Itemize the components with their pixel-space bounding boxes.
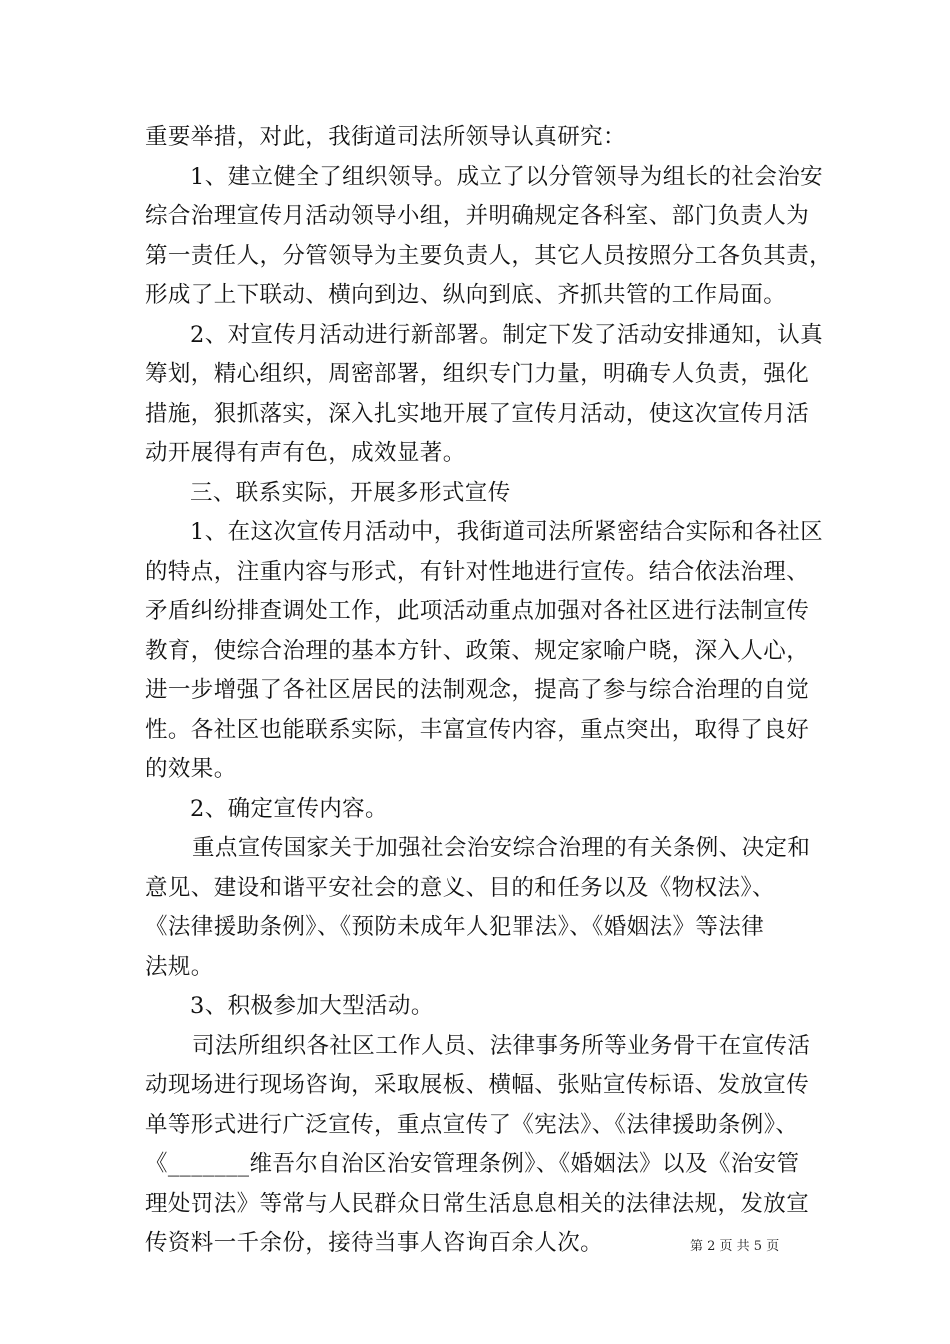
- text-line: 筹划，精心组织，周密部署，组织专门力量，明确专人负责，强化: [145, 361, 810, 387]
- text-line: 传资料一千余份，接待当事人咨询百余人次。: [145, 1230, 604, 1256]
- text-line: 重点宣传国家关于加强社会治安综合治理的有关条例、决定和: [192, 835, 811, 861]
- text-line: 第一责任人，分管领导为主要负责人，其它人员按照分工各负其责，: [145, 242, 833, 269]
- text-line: 综合治理宣传月活动领导小组，并明确规定各科室、部门负责人为: [145, 203, 810, 229]
- text-line: 矛盾纠纷排查调处工作，此项活动重点加强对各社区进行法制宣传: [145, 598, 810, 624]
- text-line: 法规。: [145, 953, 214, 980]
- text-line: 的效果。: [145, 756, 237, 782]
- text-line: 重要举措，对此，我街道司法所领导认真研究：: [145, 124, 626, 150]
- text-line: 意见、建设和谐平安社会的意义、目的和任务以及《物权法》、: [145, 874, 775, 901]
- text-line: 的特点，注重内容与形式，有针对性地进行宣传。结合依法治理、: [145, 558, 810, 585]
- text-line: 单等形式进行广泛宣传，重点宣传了《宪法》、《法律援助条例》、: [145, 1111, 799, 1138]
- text-line: 进一步增强了各社区居民的法制观念，提高了参与综合治理的自觉: [145, 677, 810, 703]
- text-line: 理处罚法》等常与人民群众日常生活息息相关的法律法规，发放宣: [145, 1190, 810, 1217]
- text-line: 2、确定宣传内容。: [190, 795, 388, 822]
- text-line: 2、对宣传月活动进行新部署。制定下发了活动安排通知，认真: [190, 321, 824, 348]
- document-body: [145, 118, 833, 1264]
- text-line: 《法律援助条例》、《预防未成年人犯罪法》、《婚姻法》等法律: [145, 914, 765, 940]
- text-line: 3、积极参加大型活动。: [190, 993, 434, 1019]
- text-line: 《_______维吾尔自治区治安管理条例》、《婚姻法》以及《治安管: [145, 1151, 800, 1177]
- text-line: 动开展得有声有色，成效显著。: [145, 440, 466, 466]
- text-line: 教育，使综合治理的基本方针、政策、规定家喻户晓，深入人心，: [145, 637, 810, 664]
- text-line: 司法所组织各社区工作人员、法律事务所等业务骨干在宣传活: [192, 1032, 811, 1059]
- text-line: 性。各社区也能联系实际，丰富宣传内容，重点突出，取得了良好: [145, 716, 810, 743]
- text-line: 1、建立健全了组织领导。成立了以分管领导为组长的社会治安: [190, 163, 824, 190]
- text-line: 1、在这次宣传月活动中，我街道司法所紧密结合实际和各社区: [190, 519, 824, 545]
- section-heading: 三、联系实际，开展多形式宣传: [190, 479, 511, 506]
- page-number: 第 2 页 共 5 页: [690, 1239, 780, 1254]
- text-line: 动现场进行现场咨询，采取展板、横幅、张贴宣传标语、发放宣传: [145, 1072, 810, 1098]
- text-line: 形成了上下联动、横向到边、纵向到底、齐抓共管的工作局面。: [145, 282, 787, 308]
- text-line: 措施，狠抓落实，深入扎实地开展了宣传月活动，使这次宣传月活: [145, 400, 810, 427]
